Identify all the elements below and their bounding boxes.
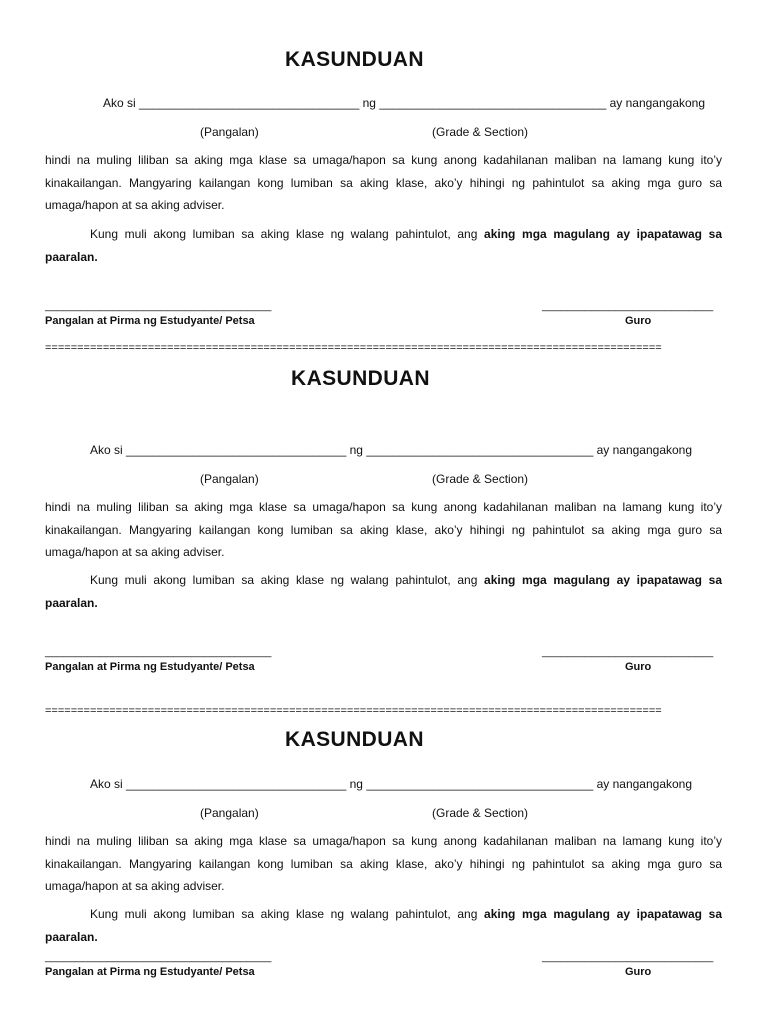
student-signature-line: _____________________________________ bbox=[45, 300, 272, 312]
contract-title: KASUNDUAN bbox=[291, 367, 430, 390]
teacher-signature-line: ____________________________ bbox=[542, 300, 714, 312]
student-signature-line: _____________________________________ bbox=[45, 951, 272, 963]
paragraph-consequence bbox=[45, 903, 722, 948]
section-blank: __________________________________ bbox=[379, 96, 607, 110]
consequence-text: Kung muli akong lumiban sa aking klase ng walang pahintulot, ang bbox=[90, 573, 485, 587]
separator-line: ================================================================================================ bbox=[45, 342, 662, 354]
ng-label: ng bbox=[349, 443, 363, 457]
consequence-text: Kung muli akong lumiban sa aking klase ng walang pahintulot, ang bbox=[90, 227, 485, 241]
ng-label: ng bbox=[362, 96, 376, 110]
paragraph-consequence bbox=[45, 569, 722, 614]
pledge-line bbox=[103, 96, 705, 110]
student-signature-line: _____________________________________ bbox=[45, 646, 272, 658]
teacher-signature-line: ____________________________ bbox=[542, 646, 714, 658]
name-blank: _________________________________ bbox=[126, 443, 347, 457]
teacher-signature-label: Guro bbox=[625, 661, 652, 673]
teacher-signature-line: ____________________________ bbox=[542, 951, 714, 963]
section-blank: __________________________________ bbox=[366, 443, 594, 457]
consequence-bold-text: aking mga magulang ay ipapatawag sa paaralan. bbox=[45, 573, 723, 610]
student-signature-label: Pangalan at Pirma ng Estudyante/ Petsa bbox=[45, 966, 255, 978]
ako-si-label: Ako si bbox=[103, 96, 136, 110]
pledge-end-label: ay nangangakong bbox=[609, 96, 706, 110]
pledge-line bbox=[90, 443, 692, 457]
consequence-bold-text: aking mga magulang ay ipapatawag sa paaralan. bbox=[45, 907, 723, 944]
pledge-end-label: ay nangangakong bbox=[596, 443, 693, 457]
name-blank: _________________________________ bbox=[139, 96, 360, 110]
caption-name: (Pangalan) bbox=[200, 125, 259, 139]
ako-si-label: Ako si bbox=[90, 777, 123, 791]
consequence-bold-text: aking mga magulang ay ipapatawag sa paaralan. bbox=[45, 227, 723, 264]
pledge-line bbox=[90, 777, 692, 791]
contract-title: KASUNDUAN bbox=[285, 48, 424, 71]
paragraph-pledge: hindi na muling liliban sa aking mga klase sa umaga/hapon sa kung anong kadahilanan maliban na lamang kung ito’y kinakailangan. Mangyaring kailangan kong lumiban sa aking klase, ako’y hihingi ng pahintulot sa aking mga guro sa umaga/hapon at sa aking adviser. bbox=[45, 153, 722, 212]
caption-section: (Grade & Section) bbox=[432, 472, 529, 486]
caption-section: (Grade & Section) bbox=[432, 806, 529, 820]
ng-label: ng bbox=[349, 777, 363, 791]
ako-si-label: Ako si bbox=[90, 443, 123, 457]
student-signature-label: Pangalan at Pirma ng Estudyante/ Petsa bbox=[45, 661, 255, 673]
caption-name: (Pangalan) bbox=[200, 806, 259, 820]
pledge-end-label: ay nangangakong bbox=[596, 777, 693, 791]
paragraph-pledge: hindi na muling liliban sa aking mga klase sa umaga/hapon sa kung anong kadahilanan maliban na lamang kung ito’y kinakailangan. Mangyaring kailangan kong lumiban sa aking klase, ako’y hihingi ng pahintulot sa aking mga guro sa umaga/hapon at sa aking adviser. bbox=[45, 834, 722, 893]
consequence-text: Kung muli akong lumiban sa aking klase ng walang pahintulot, ang bbox=[90, 907, 485, 921]
name-blank: _________________________________ bbox=[126, 777, 347, 791]
contract-title: KASUNDUAN bbox=[285, 728, 424, 751]
student-signature-label: Pangalan at Pirma ng Estudyante/ Petsa bbox=[45, 315, 255, 327]
caption-name: (Pangalan) bbox=[200, 472, 259, 486]
separator-line: ================================================================================================ bbox=[45, 705, 662, 717]
teacher-signature-label: Guro bbox=[625, 966, 652, 978]
paragraph-pledge: hindi na muling liliban sa aking mga klase sa umaga/hapon sa kung anong kadahilanan maliban na lamang kung ito’y kinakailangan. Mangyaring kailangan kong lumiban sa aking klase, ako’y hihingi ng pahintulot sa aking mga guro sa umaga/hapon at sa aking adviser. bbox=[45, 500, 722, 559]
teacher-signature-label: Guro bbox=[625, 315, 652, 327]
section-blank: __________________________________ bbox=[366, 777, 594, 791]
paragraph-consequence bbox=[45, 223, 722, 268]
caption-section: (Grade & Section) bbox=[432, 125, 529, 139]
